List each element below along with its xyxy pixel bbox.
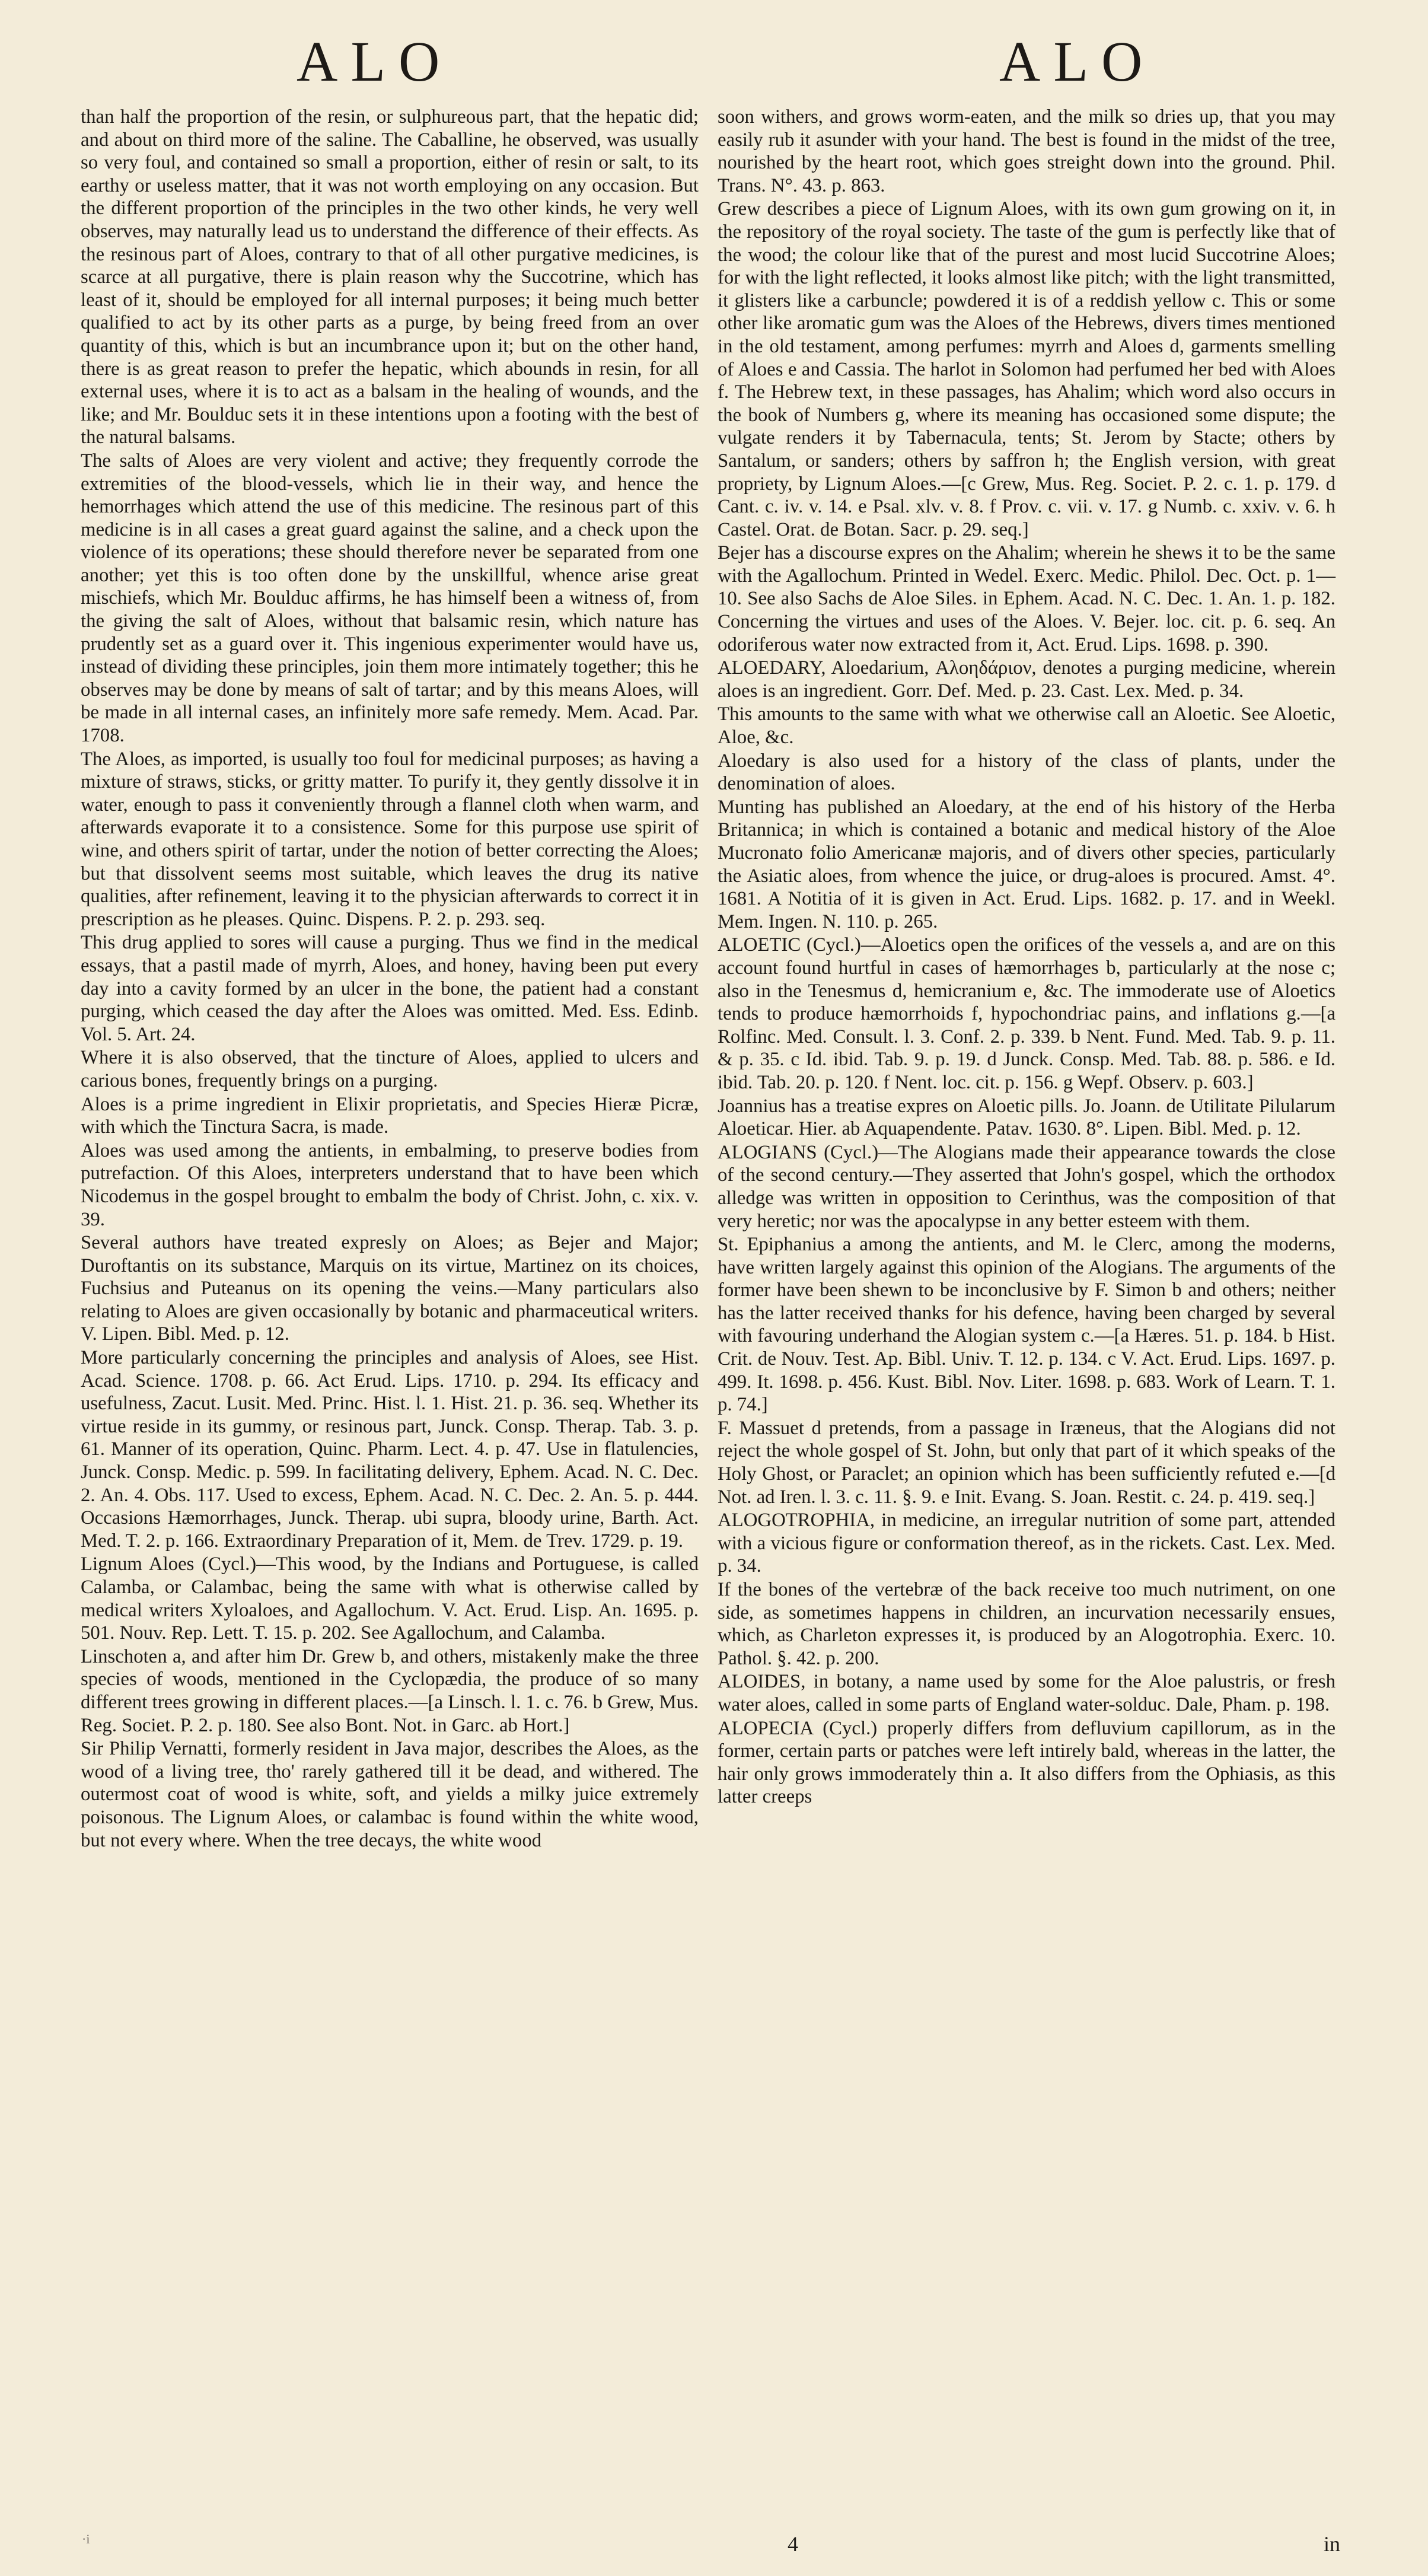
paragraph: The salts of Aloes are very violent and active; they frequently corrode the extremities of the blood-vessels, which lie in their way, and hence the hemorrhages which attend the use of this medicine. The resinous part of this medicine is in all cases a great guard against the saline, and a check upon the violence of its operations; these should therefore never be separated from one another; yet this is too often done by the unskillful, whence arise great mischiefs, which Mr. Boulduc affirms, he has himself been a witness of, from the giving the salt of Aloes, without that balsamic resin, which nature has prudently set as a guard over it. This ingenious experimenter would have us, instead of dividing these principles, join them more intimately together; this he observes may be done by means of salt of tartar; and by this means Aloes, will be made in all internal cases, an infinitely more safe remedy. Mem. Acad. Par. 1708. — [81, 450, 699, 747]
paragraph: If the bones of the vertebræ of the back receive too much nutriment, on one side, as sometimes happens in children, an incurvation necessarily ensues, which, as Charleton expresses it, is produced by an Alogotrophia. Exerc. 10. Pathol. §. 42. p. 200. — [718, 1579, 1335, 1669]
paragraph: Aloedary is also used for a history of the class of plants, under the denomination of aloes. — [718, 750, 1335, 795]
entry-lignum-aloes: Lignum Aloes (Cycl.)—This wood, by the Indians and Portuguese, is called Calamba, or Calambac, being the same with what is otherwise called by medical writers Xyloaloes, and Agallochum. V. Act. Erud. Lisp. An. 1695. p. 501. Nouv. Rep. Lett. T. 15. p. 202. See Agallochum, and Calamba. — [81, 1553, 699, 1644]
entry-aloedary: ALOEDARY, Aloedarium, Αλοηδάριον, denotes a purging medicine, wherein aloes is an ingredient. Gorr. Def. Med. p. 23. Cast. Lex. Med. p. 34. — [718, 657, 1335, 702]
paragraph: Joannius has a treatise expres on Aloetic pills. Jo. Joann. de Utilitate Pilularum Aloeticar. Hier. ab Aquapendente. Patav. 1630. 8°. Lipen. Bibl. Med. p. 12. — [718, 1095, 1335, 1140]
paragraph: F. Massuet d pretends, from a passage in Iræneus, that the Alogians did not reject the whole gospel of St. John, but only that part of it which speaks of the Holy Ghost, or Paraclet; an opinion which has been sufficiently refuted e.—[d Not. ad Iren. l. 3. c. 11. §. 9. e Init. Evang. S. Joan. Restit. c. 24. p. 419. seq.] — [718, 1417, 1335, 1508]
paragraph: Aloes was used among the antients, in embalming, to preserve bodies from putrefaction. Of this Aloes, interpreters understand that to have been which Nicodemus in the gospel brought to embalm the body of Christ. John, c. xix. v. 39. — [81, 1139, 699, 1230]
entry-aloetic: ALOETIC (Cycl.)—Aloetics open the orifices of the vessels a, and are on this account found hurtful in cases of hæmorrhages b, particularly at the nose c; also in the Tenesmus d, hemicranium e, &c. The immoderate use of Aloetics tends to produce hæmorrhoids f, hypochondriac pains, and inflations g.—[a Rolfinc. Med. Consult. l. 3. Conf. 2. p. 339. b Nent. Fund. Med. Tab. 9. p. 11. & p. 35. c Id. ibid. Tab. 9. p. 19. d Junck. Consp. Med. Tab. 88. p. 586. e Id. ibid. Tab. 20. p. 120. f Nent. loc. cit. p. 156. g Wepf. Observ. p. 603.] — [718, 934, 1335, 1093]
paragraph: Linschoten a, and after him Dr. Grew b, and others, mistakenly make the three species of woods, mentioned in the Cyclopædia, the produce of so many different trees growing in different places.—[a Linsch. l. 1. c. 76. b Grew, Mus. Reg. Societ. P. 2. p. 180. See also Bont. Not. in Garc. ab Hort.] — [81, 1645, 699, 1736]
paragraph: More particularly concerning the principles and analysis of Aloes, see Hist. Acad. Science. 1708. p. 66. Act Erud. Lips. 1710. p. 294. Its efficacy and usefulness, Zacut. Lusit. Med. Princ. Hist. l. 1. Hist. 21. p. 36. seq. Whether its virtue reside in its gummy, or resinous part, Junck. Consp. Therap. Tab. 3. p. 61. Manner of its operation, Quinc. Pharm. Lect. 4. p. 47. Use in flatulencies, Junck. Consp. Medic. p. 599. In facilitating delivery, Ephem. Acad. N. C. Dec. 2. An. 4. Obs. 117. Used to excess, Ephem. Acad. N. C. Dec. 2. An. 5. p. 444. Occasions Hæmorrhages, Junck. Therap. ubi supra, bloody urine, Barth. Act. Med. T. 2. p. 166. Extraordinary Preparation of it, Mem. de Trev. 1729. p. 19. — [81, 1347, 699, 1552]
printer-mark: ·i — [82, 2532, 90, 2546]
paragraph: The Aloes, as imported, is usually too foul for medicinal purposes; as having a mixture of straws, sticks, or gritty matter. To purify it, they gently dissolve it in water, enough to pass it conveniently through a flannel cloth when warm, and afterwards evaporate it to a consistence. Some for this purpose use spirit of wine, and others spirit of tartar, under the notion of better correcting the Aloes; but that dissolvent seems most suitable, which leaves the drug its native qualities, after refinement, leaving it to the physician afterwards to correct it in prescription as he pleases. Quinc. Dispens. P. 2. p. 293. seq. — [81, 748, 699, 930]
entry-alogotrophia: ALOGOTROPHIA, in medicine, an irregular nutrition of some part, attended with a vicious figure or conformation thereof, as in the rickets. Cast. Lex. Med. p. 34. — [718, 1510, 1335, 1577]
paragraph: Sir Philip Vernatti, formerly resident in Java major, describes the Aloes, as the wood of a living tree, tho' rarely gathered till it be dead, and withered. The outermost coat of wood is white, soft, and yields a milky juice extremely poisonous. The Lignum Aloes, or calambac is found within the white wood, but not every where. When the tree decays, the white wood — [81, 1738, 699, 1851]
entry-alopecia: ALOPECIA (Cycl.) properly differs from defluvium capillorum, as in the former, certain parts or patches were left intirely bald, whereas in the latter, the hair only grows immoderately thin a. It also differs from the Ophiasis, as this latter creeps — [718, 1717, 1335, 1808]
paragraph: This amounts to the same with what we otherwise call an Aloetic. See Aloetic, Aloe, &c. — [718, 703, 1335, 749]
paragraph: Where it is also observed, that the tincture of Aloes, applied to ulcers and carious bones, frequently brings on a purging. — [81, 1047, 699, 1091]
entry-alogians: ALOGIANS (Cycl.)—The Alogians made their appearance towards the close of the second century.—They asserted that John's gospel, which the orthodox alledge was written in opposition to Cerinthus, was the composition of that very heretic; nor was the apocalypse in any better esteem with them. — [718, 1141, 1335, 1232]
paragraph: This drug applied to sores will cause a purging. Thus we find in the medical essays, that a pastil made of myrrh, Aloes, and honey, having been put every day into a cavity formed by an ulcer in the bone, the patient had a constant purging, which ceased the day after the Aloes was omitted. Med. Ess. Edinb. Vol. 5. Art. 24. — [81, 932, 699, 1045]
paragraph: St. Epiphanius a among the antients, and M. le Clerc, among the moderns, have written largely against this opinion of the Alogians. The arguments of the former have been shewn to be inconclusive by F. Simon b and others; neither has the latter received thanks for his defence, having been charged by several with favouring underhand the Alogian system c.—[a Hæres. 51. p. 184. b Hist. Crit. de Nouv. Test. Ap. Bibl. Univ. T. 12. p. 134. c V. Act. Erud. Lips. 1697. p. 499. It. 1698. p. 456. Kust. Bibl. Nov. Liter. 1698. p. 683. Work of Learn. T. 1. p. 74.] — [718, 1234, 1335, 1416]
paragraph: soon withers, and grows worm-eaten, and the milk so dries up, that you may easily rub it asunder with your hand. The best is found in the midst of the tree, nourished by the heart root, which goes streight down into the ground. Phil. Trans. N°. 43. p. 863. — [718, 106, 1335, 196]
left-column — [81, 106, 699, 1852]
running-head-right: ALO — [999, 30, 1156, 93]
catchword: in — [1324, 2532, 1341, 2556]
running-head-left: ALO — [297, 30, 453, 93]
paragraph: Several authors have treated expresly on Aloes; as Bejer and Major; Duroftantis on its substance, Marquis on its virtue, Martinez on its choices, Fuchsius and Puteanus on its opening the veins.—Many particulars also relating to Aloes are given occasionally by botanic and pharmaceutical writers. V. Lipen. Bibl. Med. p. 12. — [81, 1232, 699, 1345]
paragraph: Grew describes a piece of Lignum Aloes, with its own gum growing on it, in the repository of the royal society. The taste of the gum is perfectly like that of the wood; the colour like that of the purest and most lucid Succotrine Aloes; for with the light reflected, it looks almost like pitch; with the light transmitted, it glisters like a carbuncle; powdered it is of a reddish yellow c. This or some other like aromatic gum was the Aloes of the Hebrews, divers times mentioned in the old testament, among perfumes: myrrh and Aloes d, garments smelling of Aloes e and Cassia. The harlot in Solomon had perfumed her bed with Aloes f. The Hebrew text, in these passages, has Ahalim; which word also occurs in the book of Numbers g, where its meaning has occasioned some dispute; the vulgate renders it by Tabernacula, tents; St. Jerom by Stacte; others by Santalum, or sanders; others by saffron h; the English version, with great propriety, by Lignum Aloes.—[c Grew, Mus. Reg. Societ. P. 2. c. 1. p. 179. d Cant. c. iv. v. 14. e Psal. xlv. v. 8. f Prov. c. vii. v. 17. g Numb. c. xxiv. v. 6. h Castel. Orat. de Botan. Sacr. p. 29. seq.] — [718, 198, 1335, 540]
entry-aloides: ALOIDES, in botany, a name used by some for the Aloe palustris, or fresh water aloes, called in some parts of England water-solduc. Dale, Pham. p. 198. — [718, 1671, 1335, 1715]
paragraph: than half the proportion of the resin, or sulphureous part, that the hepatic did; and about on third more of the saline. The Caballine, he observed, was usually so very foul, and contained so small a proportion, either of resin or salt, to its earthy or useless matter, that it was not worth employing on any occasion. But the different proportion of the principles in the two other kinds, he very well observes, may naturally lead us to understand the difference of their effects. As the resinous part of Aloes, contrary to that of all other purgative medicines, is scarce at all purgative, there is plain reason why the Succotrine, which has least of it, should be employed for all internal purposes; it being much better qualified to act by its other parts as a purge, by being freed from an over quantity of this, which is but an incumbrance upon it; but on the other hand, there is as great reason to prefer the hepatic, which abounds in resin, for all external uses, where it is to act as a balsam in the healing of wounds, and the like; and Mr. Boulduc sets it in these intentions upon a footing with the best of the natural balsams. — [81, 106, 699, 448]
paragraph: Bejer has a discourse expres on the Ahalim; wherein he shews it to be the same with the Agallochum. Printed in Wedel. Exerc. Medic. Philol. Dec. Oct. p. 1—10. See also Sachs de Aloe Siles. in Ephem. Acad. N. C. Dec. 1. An. 1. p. 182. Concerning the virtues and uses of the Aloes. V. Bejer. loc. cit. p. 6. seq. An odoriferous water now extracted from it, Act. Erud. Lips. 1698. p. 390. — [718, 542, 1335, 655]
paragraph: Aloes is a prime ingredient in Elixir proprietatis, and Species Hieræ Picræ, with which the Tinctura Sacra, is made. — [81, 1093, 699, 1138]
page-number: 4 — [788, 2532, 798, 2556]
paragraph: Munting has published an Aloedary, at the end of his history of the Herba Britannica; in which is contained a botanic and medical history of the Aloe Mucronato folio Americanæ majoris, and of divers other species, particularly the Asiatic aloes, from whence the juice, or drug-aloes is procured. Amst. 4°. 1681. A Notitia of it is given in Act. Erud. Lips. 1682. p. 17. and in Weekl. Mem. Ingen. N. 110. p. 265. — [718, 796, 1335, 932]
right-column — [718, 106, 1335, 1809]
